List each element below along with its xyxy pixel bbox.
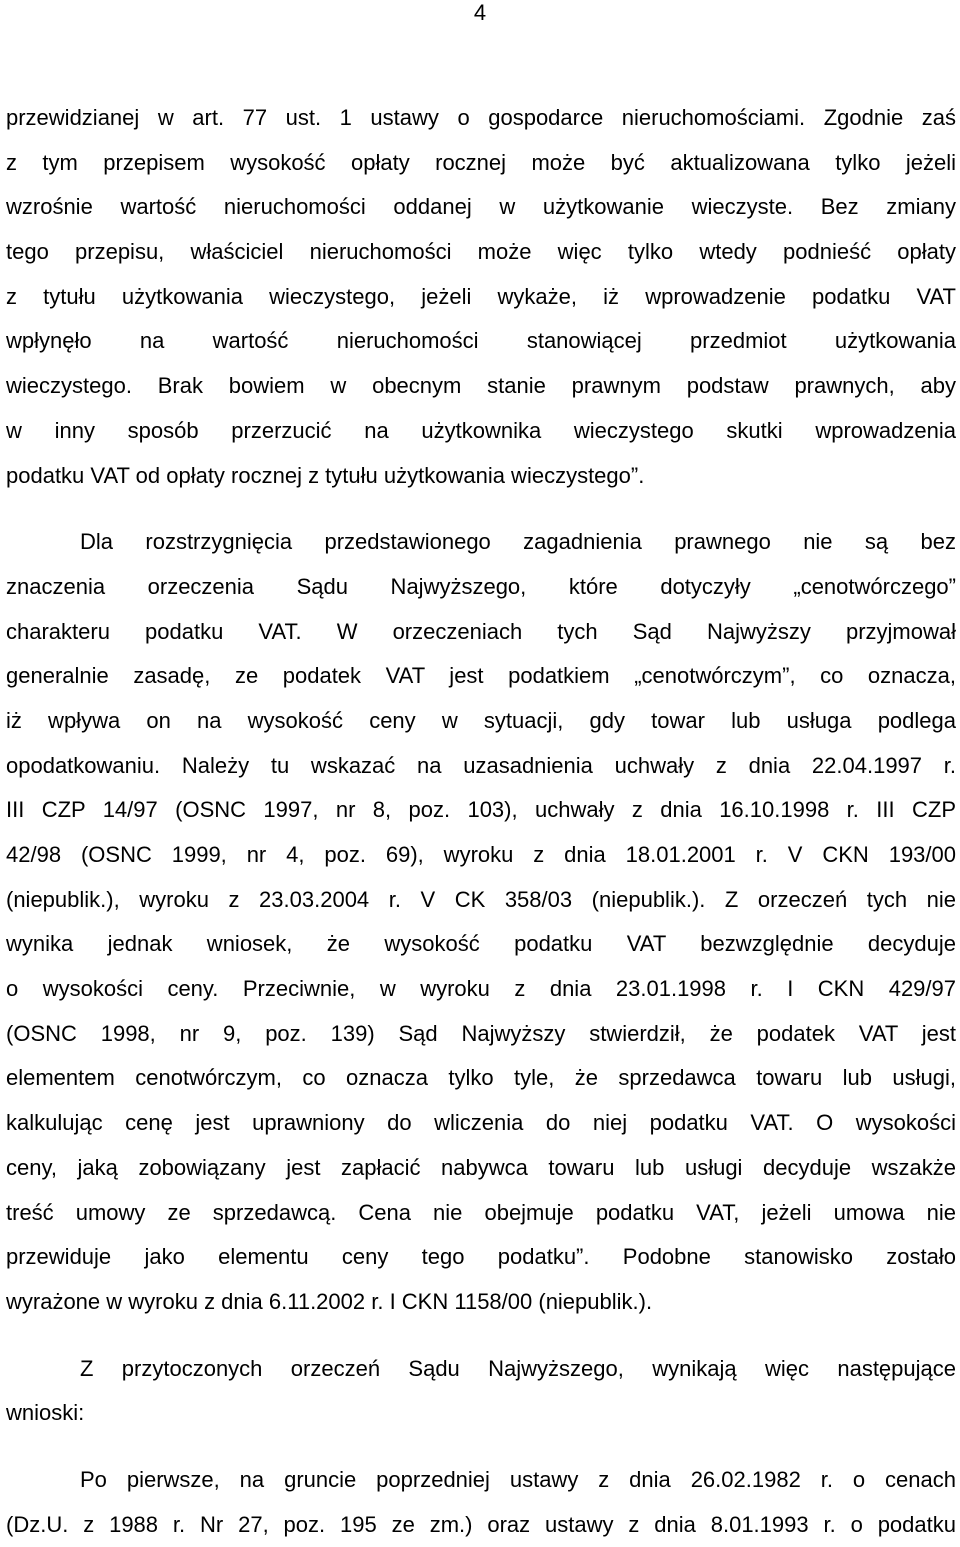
paragraph-gap	[6, 1325, 956, 1347]
text-line: wzrośnie wartość nieruchomości oddanej w użytkowanie wieczyste. Bez zmiany	[6, 194, 956, 220]
text-line: Z przytoczonych orzeczeń Sądu Najwyższego, wynikają więc następujące	[80, 1355, 956, 1381]
text-line: znaczenia orzeczenia Sądu Najwyższego, które dotyczyły „cenotwórczego”	[6, 573, 956, 599]
paragraph	[6, 96, 956, 498]
paragraph	[6, 1347, 956, 1436]
text-line: opodatkowaniu. Należy tu wskazać na uzasadnienia uchwały z dnia 22.04.1997 r.	[6, 752, 956, 778]
paragraph-gap	[6, 498, 956, 520]
text-line: 42/98 (OSNC 1999, nr 4, poz. 69), wyroku z dnia 18.01.2001 r. V CKN 193/00	[6, 842, 956, 867]
text-line: podatku VAT od opłaty rocznej z tytułu użytkowania wieczystego”.	[6, 462, 645, 488]
text-line: ceny, jaką zobowiązany jest zapłacić nabywca towaru lub usługi decyduje wszakże	[6, 1154, 956, 1180]
text-line: treść umowy ze sprzedawcą. Cena nie obejmuje podatku VAT, jeżeli umowa nie	[6, 1199, 956, 1225]
text-line: w inny sposób przerzucić na użytkownika wieczystego skutki wprowadzenia	[6, 417, 956, 443]
text-line: tego przepisu, właściciel nieruchomości może więc tylko wtedy podnieść opłaty	[6, 239, 956, 265]
text-line: z tytułu użytkowania wieczystego, jeżeli wykaże, iż wprowadzenie podatku VAT	[6, 283, 956, 309]
text-line: wyrażone w wyroku z dnia 6.11.2002 r. I CKN 1158/00 (niepublik.).	[6, 1288, 653, 1314]
text-line: przewiduje jako elementu ceny tego podatku”. Podobne stanowisko zostało	[6, 1244, 956, 1270]
paragraph	[6, 1458, 956, 1547]
text-line: (Dz.U. z 1988 r. Nr 27, poz. 195 ze zm.) oraz ustawy z dnia 8.01.1993 r. o podatku	[6, 1511, 956, 1537]
text-line: charakteru podatku VAT. W orzeczeniach tych Sąd Najwyższy przyjmował	[6, 618, 956, 644]
text-line: wnioski:	[6, 1400, 85, 1426]
text-line: wynika jednak wniosek, że wysokość podatku VAT bezwzględnie decyduje	[6, 931, 956, 957]
text-line: Dla rozstrzygnięcia przedstawionego zagadnienia prawnego nie są bez	[80, 529, 956, 555]
text-line: wieczystego. Brak bowiem w obecnym stanie prawnym podstaw prawnych, aby	[6, 373, 956, 399]
paragraph-gap	[6, 1436, 956, 1458]
paragraph	[6, 520, 956, 1324]
text-line: wpłynęło na wartość nieruchomości stanowiącej przedmiot użytkowania	[6, 328, 956, 354]
text-line: Po pierwsze, na gruncie poprzedniej ustawy z dnia 26.02.1982 r. o cenach	[80, 1466, 956, 1492]
text-line: kalkulując cenę jest uprawniony do wliczenia do niej podatku VAT. O wysokości	[6, 1110, 956, 1136]
page-number: 4	[473, 0, 487, 25]
text-line: z tym przepisem wysokość opłaty rocznej może być aktualizowana tylko jeżeli	[6, 149, 956, 175]
text-line: elementem cenotwórczym, co oznacza tylko tyle, że sprzedawca towaru lub usługi,	[6, 1065, 956, 1091]
text-line: III CZP 14/97 (OSNC 1997, nr 8, poz. 103), uchwały z dnia 16.10.1998 r. III CZP	[6, 797, 956, 823]
document-body	[6, 96, 956, 1547]
text-line: przewidzianej w art. 77 ust. 1 ustawy o gospodarce nieruchomościami. Zgodnie zaś	[6, 105, 956, 130]
text-line: (niepublik.), wyroku z 23.03.2004 r. V CK 358/03 (niepublik.). Z orzeczeń tych nie	[6, 886, 956, 912]
text-line: (OSNC 1998, nr 9, poz. 139) Sąd Najwyższy stwierdził, że podatek VAT jest	[6, 1020, 956, 1046]
text-line: iż wpływa on na wysokość ceny w sytuacji, gdy towar lub usługa podlega	[6, 707, 956, 733]
text-line: o wysokości ceny. Przeciwnie, w wyroku z dnia 23.01.1998 r. I CKN 429/97	[6, 976, 956, 1002]
text-line: generalnie zasadę, ze podatek VAT jest podatkiem „cenotwórczym”, co oznacza,	[6, 663, 956, 689]
